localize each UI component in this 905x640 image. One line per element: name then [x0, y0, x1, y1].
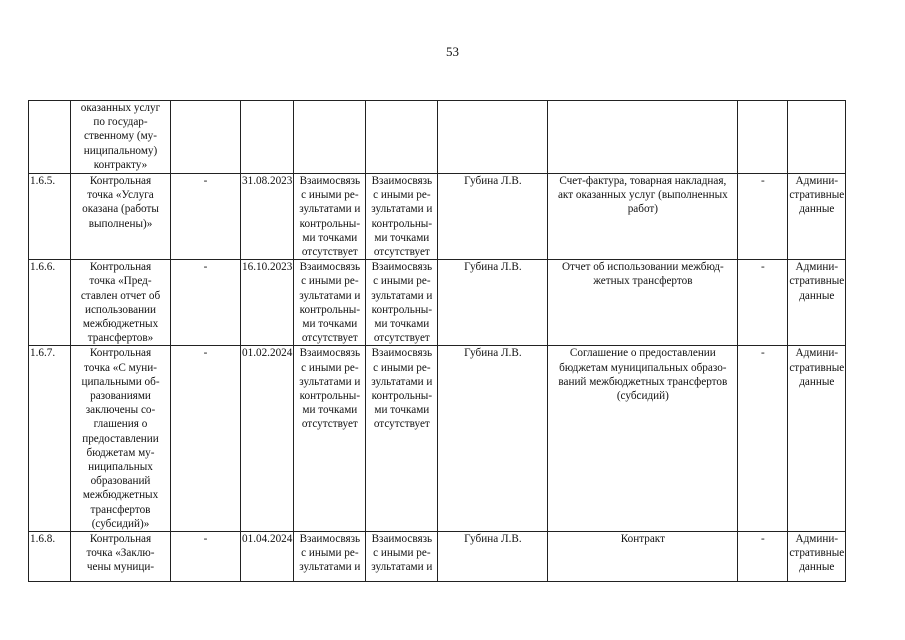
cell-number-text: 1.6.8.	[30, 533, 56, 546]
cell-control-point-line: оказана (работы	[82, 203, 159, 216]
cell-control-point-line: бюджетам му-	[86, 446, 155, 459]
cell-relation-2-line: с иными ре-	[373, 189, 431, 202]
cell-number	[29, 101, 71, 174]
cell-document-line: Отчет об использовании межбюд-	[561, 261, 724, 274]
cell-relation-2-line: отсутствует	[373, 418, 430, 431]
cell-relation-1-line: Взаимосвязь	[299, 261, 361, 274]
cell-responsible-text: Губина Л.В.	[464, 261, 522, 274]
cell-dash-2-text: -	[760, 347, 765, 360]
cell-control-point-line: заключены со-	[85, 404, 156, 417]
cell-dash-2	[738, 174, 788, 260]
cell-dash-text: -	[203, 175, 208, 187]
cell-date	[241, 532, 294, 582]
cell-control-point-line: точка «Пред-	[89, 275, 152, 288]
cell-source-line: стративные	[789, 189, 845, 202]
cell-source-line: данные	[799, 561, 835, 574]
cell-control-point-line: использовании	[84, 303, 157, 316]
cell-control-point-line: контракту»	[93, 158, 148, 171]
cell-control-point-line: ниципальных	[88, 461, 153, 474]
cell-document-line: (субсидий)	[616, 390, 669, 403]
cell-source	[788, 174, 846, 260]
cell-relation-1-line: с иными ре-	[301, 547, 359, 560]
cell-responsible-text: Губина Л.В.	[464, 533, 522, 546]
document-table	[28, 100, 846, 582]
cell-relation-1-line: отсутствует	[301, 246, 358, 259]
cell-date-text: 01.02.2024	[242, 347, 293, 360]
cell-date	[241, 260, 294, 346]
cell-control-point-line: оказанных услуг	[80, 102, 161, 114]
cell-control-point-line: межбюджетных	[82, 489, 159, 502]
cell-relation-2-line: зультатами и	[371, 561, 433, 574]
cell-control-point	[71, 260, 171, 346]
cell-dash-2-text: -	[760, 261, 765, 274]
table-row	[29, 174, 846, 260]
cell-relation-1-line: отсутствует	[301, 418, 358, 431]
cell-date	[241, 346, 294, 532]
cell-relation-2-line: ми точками	[374, 318, 430, 331]
cell-document	[548, 346, 738, 532]
cell-document	[548, 532, 738, 582]
cell-relation-2	[366, 346, 438, 532]
cell-control-point-line: Контрольная	[89, 175, 152, 187]
cell-relation-2	[366, 260, 438, 346]
cell-dash-text: -	[203, 261, 208, 274]
table-row	[29, 346, 846, 532]
cell-dash	[171, 346, 241, 532]
cell-control-point-line: выполнены)»	[88, 217, 153, 230]
cell-responsible-text: Губина Л.В.	[464, 175, 522, 187]
cell-document-line: работ)	[627, 203, 658, 216]
cell-relation-2	[366, 174, 438, 260]
cell-relation-2	[366, 101, 438, 174]
cell-relation-2-line: с иными ре-	[373, 361, 431, 374]
cell-relation-1-line: Взаимосвязь	[299, 175, 361, 187]
cell-document	[548, 101, 738, 174]
cell-control-point	[71, 101, 171, 174]
cell-source-line: Админи-	[795, 533, 839, 546]
cell-relation-2-line: ми точками	[374, 231, 430, 244]
cell-control-point-line: трансфертов»	[87, 332, 154, 345]
cell-number-text: 1.6.6.	[30, 261, 56, 274]
cell-control-point-line: Контрольная	[89, 347, 152, 360]
cell-control-point-line: Контрольная	[89, 533, 152, 546]
cell-relation-1-line: с иными ре-	[301, 275, 359, 288]
cell-relation-2-line: с иными ре-	[373, 547, 431, 560]
cell-dash-2	[738, 532, 788, 582]
cell-relation-1-line: Взаимосвязь	[299, 533, 361, 546]
cell-document-line: Счет-фактура, товарная накладная,	[559, 175, 727, 187]
cell-document-line: ваний межбюджетных трансфертов	[558, 375, 728, 388]
cell-control-point-line: предоставлении	[82, 432, 159, 445]
cell-relation-1-line: ми точками	[302, 318, 358, 331]
cell-relation-1-line: отсутствует	[301, 332, 358, 345]
cell-number-text: 1.6.7.	[30, 347, 56, 360]
cell-source	[788, 101, 846, 174]
cell-control-point-line: глашения о	[93, 418, 148, 431]
cell-relation-2-line: Взаимосвязь	[371, 347, 433, 360]
cell-control-point-line: точка «С муни-	[84, 361, 157, 374]
cell-number	[29, 346, 71, 532]
cell-document-line: бюджетам муниципальных образо-	[559, 361, 727, 374]
cell-relation-1-line: зультатами и	[299, 561, 361, 574]
table-row	[29, 260, 846, 346]
cell-relation-1-line: ми точками	[302, 231, 358, 244]
cell-relation-1-line: зультатами и	[299, 203, 361, 216]
cell-source-line: стративные	[789, 361, 845, 374]
cell-relation-1-line: Взаимосвязь	[299, 347, 361, 360]
cell-control-point-line: ставлен отчет об	[80, 289, 161, 302]
cell-relation-2-line: зультатами и	[371, 203, 433, 216]
cell-control-point-line: ниципальному)	[83, 144, 158, 157]
cell-date-text: 16.10.2023	[242, 261, 293, 274]
cell-number	[29, 532, 71, 582]
cell-control-point	[71, 532, 171, 582]
cell-relation-1-line: зультатами и	[299, 375, 361, 388]
cell-relation-1-line: с иными ре-	[301, 189, 359, 202]
cell-relation-2-line: зультатами и	[371, 375, 433, 388]
cell-dash-text: -	[203, 533, 208, 546]
cell-dash	[171, 101, 241, 174]
cell-dash	[171, 532, 241, 582]
cell-control-point-line: точка «Услуга	[87, 189, 154, 202]
cell-relation-2-line: Взаимосвязь	[371, 175, 433, 187]
cell-source-line: данные	[799, 289, 835, 302]
cell-relation-2-line: отсутствует	[373, 332, 430, 345]
cell-number-text: 1.6.5.	[30, 175, 56, 187]
cell-document	[548, 174, 738, 260]
cell-number	[29, 260, 71, 346]
cell-control-point-line: точка «Заклю-	[86, 547, 155, 560]
cell-relation-2-line: контрольны-	[371, 217, 433, 230]
cell-dash-2	[738, 101, 788, 174]
cell-relation-2	[366, 532, 438, 582]
cell-relation-2-line: отсутствует	[373, 246, 430, 259]
cell-relation-1	[294, 346, 366, 532]
cell-responsible	[438, 174, 548, 260]
cell-control-point-line: межбюджетных	[82, 318, 159, 331]
cell-relation-1-line: контрольны-	[299, 390, 361, 403]
cell-relation-1	[294, 532, 366, 582]
cell-date-text: 01.04.2024	[242, 533, 293, 546]
cell-dash	[171, 174, 241, 260]
cell-date	[241, 101, 294, 174]
cell-responsible	[438, 101, 548, 174]
cell-relation-2-line: контрольны-	[371, 390, 433, 403]
cell-relation-1-line: контрольны-	[299, 303, 361, 316]
cell-relation-2-line: ми точками	[374, 404, 430, 417]
cell-dash-2-text: -	[760, 175, 765, 187]
cell-source	[788, 346, 846, 532]
cell-responsible-text: Губина Л.В.	[464, 347, 522, 360]
cell-control-point-line: разованиями	[90, 390, 151, 403]
cell-relation-1-line: ми точками	[302, 404, 358, 417]
cell-date-text: 31.08.2023	[242, 175, 293, 187]
cell-source-line: данные	[799, 375, 835, 388]
cell-document-line: Соглашение о предоставлении	[569, 347, 716, 360]
cell-control-point-line: ственному (му-	[84, 130, 157, 143]
cell-source-line: Админи-	[795, 175, 839, 187]
cell-relation-2-line: Взаимосвязь	[371, 533, 433, 546]
table-row	[29, 101, 846, 174]
cell-relation-1-line: с иными ре-	[301, 361, 359, 374]
cell-control-point-line: образований	[90, 475, 151, 488]
cell-relation-2-line: контрольны-	[371, 303, 433, 316]
cell-date	[241, 174, 294, 260]
cell-control-point-line: трансфертов	[90, 503, 151, 516]
cell-relation-1	[294, 174, 366, 260]
cell-document-line: акт оказанных услуг (выполненных	[557, 189, 728, 202]
cell-relation-1-line: контрольны-	[299, 217, 361, 230]
table-body	[29, 101, 846, 582]
cell-document	[548, 260, 738, 346]
cell-relation-1-line: зультатами и	[299, 289, 361, 302]
cell-relation-2-line: Взаимосвязь	[371, 261, 433, 274]
cell-source-line: стративные	[789, 275, 845, 288]
cell-relation-2-line: зультатами и	[371, 289, 433, 302]
cell-source	[788, 532, 846, 582]
cell-dash-text: -	[203, 347, 208, 360]
cell-relation-1	[294, 101, 366, 174]
cell-responsible	[438, 532, 548, 582]
cell-document-line: Контракт	[620, 533, 665, 546]
cell-dash-2	[738, 260, 788, 346]
cell-dash	[171, 260, 241, 346]
cell-responsible	[438, 346, 548, 532]
cell-control-point	[71, 346, 171, 532]
cell-control-point-line: (субсидий)»	[91, 517, 150, 530]
cell-control-point	[71, 174, 171, 260]
cell-relation-2-line: с иными ре-	[373, 275, 431, 288]
cell-dash-2	[738, 346, 788, 532]
cell-control-point-line: Контрольная	[89, 261, 152, 274]
cell-source-line: Админи-	[795, 347, 839, 360]
table-row	[29, 532, 846, 582]
cell-source-line: данные	[799, 203, 835, 216]
cell-responsible	[438, 260, 548, 346]
cell-source-line: стративные	[789, 547, 845, 560]
cell-source	[788, 260, 846, 346]
page-number: 53	[446, 44, 459, 59]
cell-source-line: Админи-	[795, 261, 839, 274]
cell-control-point-line: ципальными об-	[81, 375, 160, 388]
cell-document-line: жетных трансфертов	[593, 275, 693, 288]
cell-control-point-line: чены муници-	[86, 561, 155, 574]
cell-number	[29, 174, 71, 260]
cell-relation-1	[294, 260, 366, 346]
cell-dash-2-text: -	[760, 533, 765, 546]
cell-control-point-line: по государ-	[93, 116, 148, 129]
